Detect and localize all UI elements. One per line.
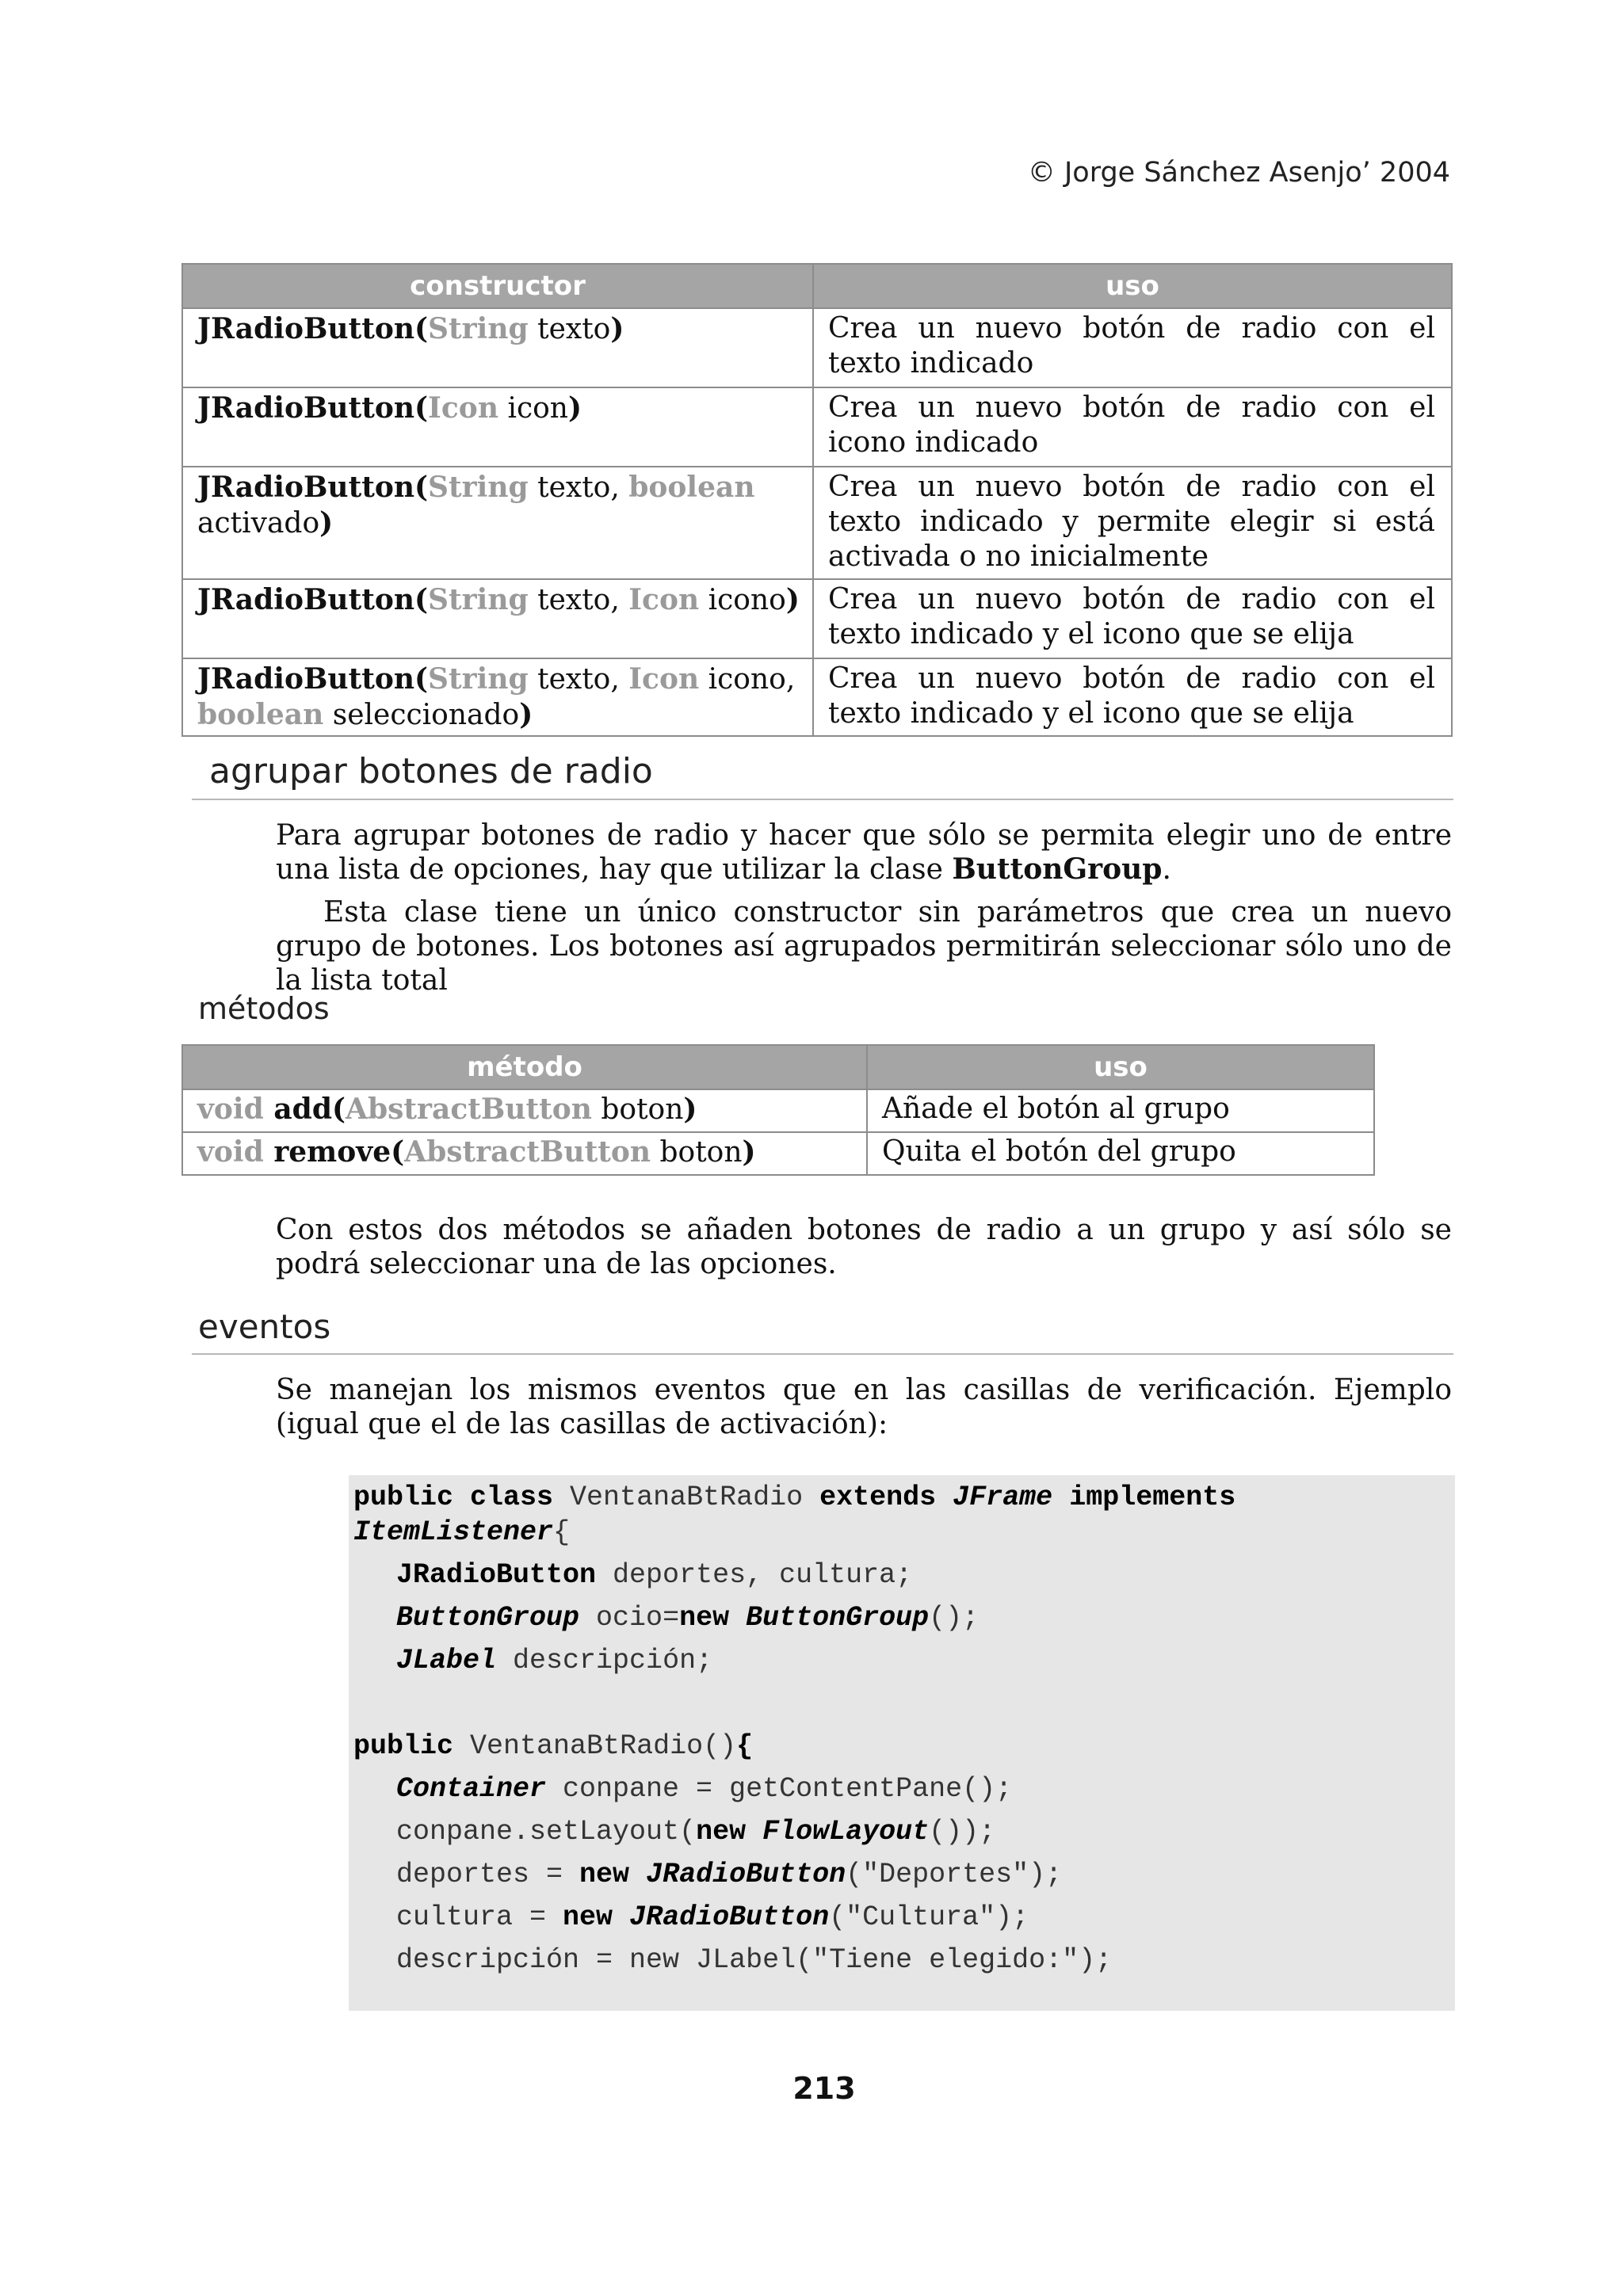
code-line: JRadioButton deportes, cultura; (396, 1559, 913, 1591)
page-number: 213 (792, 2071, 856, 2106)
section-heading-eventos (192, 1307, 1453, 1355)
table-row (182, 658, 1452, 736)
code-line: ButtonGroup ocio=new ButtonGroup(); (396, 1602, 980, 1634)
methods-table (181, 1044, 1375, 1176)
code-line: deportes = new JRadioButton("Deportes"); (396, 1859, 1063, 1890)
uso-cell: Crea un nuevo botón de radio con el texto indicado (813, 308, 1452, 387)
section-title: agrupar botones de radio (209, 751, 653, 791)
uso-cell: Crea un nuevo botón de radio con el texto indicado y permite elegir si está activada o no inicialmente (813, 467, 1452, 579)
column-header-uso: uso (813, 264, 1452, 308)
code-line: Container conpane = getContentPane(); (396, 1773, 1013, 1805)
code-block (349, 1475, 1455, 2011)
uso-cell: Añade el botón al grupo (867, 1089, 1374, 1132)
constructors-table (181, 263, 1453, 737)
table-row (182, 467, 1452, 579)
constructor-cell: JRadioButton(String texto, Icon icono, boolean seleccionado) (182, 658, 813, 736)
uso-cell: Crea un nuevo botón de radio con el icono indicado (813, 387, 1452, 467)
section-title: eventos (198, 1307, 331, 1346)
table-row (182, 579, 1452, 658)
page-header-copyright: © Jorge Sánchez Asenjo’ 2004 (1027, 157, 1450, 189)
column-header-constructor: constructor (182, 264, 813, 308)
code-line: ItemListener{ (353, 1516, 571, 1548)
code-line: cultura = new JRadioButton("Cultura"); (396, 1901, 1029, 1933)
table-row (182, 387, 1452, 467)
constructor-cell: JRadioButton(String texto, boolean activado) (182, 467, 813, 579)
code-line: public VentanaBtRadio(){ (353, 1730, 754, 1762)
section-heading-agrupar (192, 751, 1453, 800)
code-line: descripción = new JLabel("Tiene elegido:"); (396, 1944, 1113, 1976)
code-line: conpane.setLayout(new FlowLayout()); (396, 1816, 996, 1848)
code-line: public class VentanaBtRadio extends JFrame implements (353, 1482, 1236, 1513)
table-header-row (182, 264, 1452, 308)
method-cell: void remove(AbstractButton boton) (182, 1132, 867, 1175)
subheading-metodos: métodos (198, 991, 330, 1026)
paragraph-metodos-after: Con estos dos métodos se añaden botones de radio a un grupo y así sólo se podrá seleccionar una de las opciones. (276, 1214, 1452, 1280)
table-row (182, 1089, 1374, 1132)
paragraph-agrupar-1: Para agrupar botones de radio y hacer que sólo se permita elegir uno de entre una lista de opciones, hay que utilizar la clase ButtonGroup. (276, 819, 1452, 886)
uso-cell: Quita el botón del grupo (867, 1132, 1374, 1175)
constructor-cell: JRadioButton(String texto, Icon icono) (182, 579, 813, 658)
table-row (182, 308, 1452, 387)
column-header-uso: uso (867, 1045, 1374, 1089)
table-row (182, 1132, 1374, 1175)
uso-cell: Crea un nuevo botón de radio con el texto indicado y el icono que se elija (813, 658, 1452, 736)
code-line: JLabel descripción; (396, 1645, 713, 1676)
constructor-cell: JRadioButton(Icon icon) (182, 387, 813, 467)
paragraph-eventos: Se manejan los mismos eventos que en las casillas de verificación. Ejemplo (igual que el de las casillas de activación): (276, 1374, 1452, 1440)
paragraph-agrupar-2: Esta clase tiene un único constructor sin parámetros que crea un nuevo grupo de botones. Los botones así agrupados permitirán seleccionar sólo uno de la lista total (276, 896, 1452, 997)
uso-cell: Crea un nuevo botón de radio con el texto indicado y el icono que se elija (813, 579, 1452, 658)
constructor-cell: JRadioButton(String texto) (182, 308, 813, 387)
column-header-metodo: método (182, 1045, 867, 1089)
method-cell: void add(AbstractButton boton) (182, 1089, 867, 1132)
table-header-row (182, 1045, 1374, 1089)
